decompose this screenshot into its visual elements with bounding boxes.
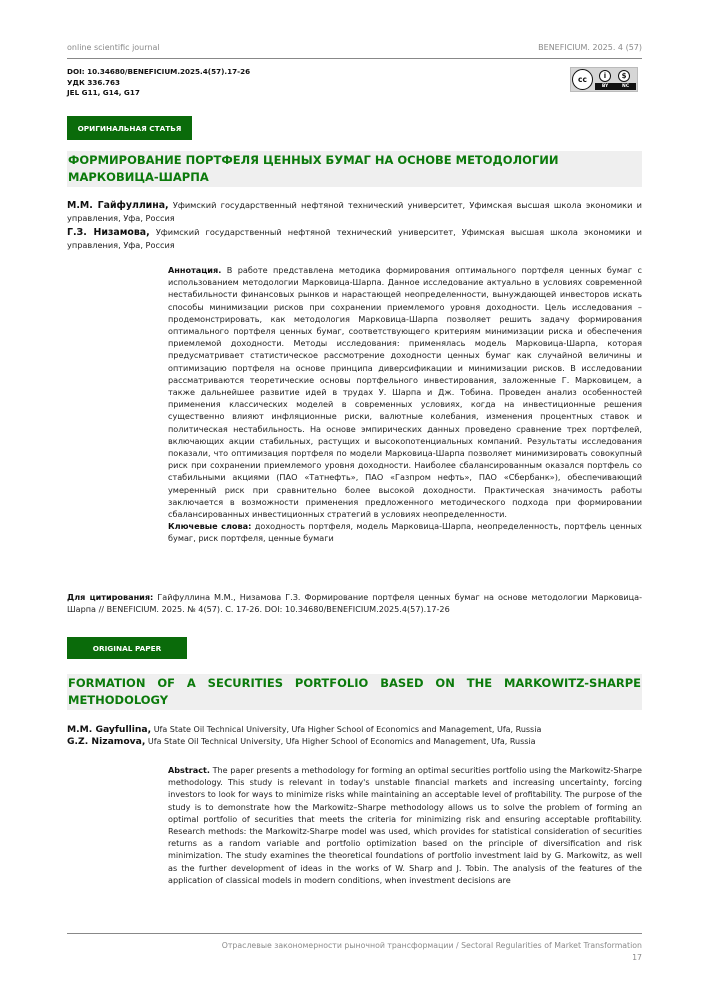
footer-divider (67, 933, 642, 934)
author-affiliation: Ufa State Oil Technical University, Ufa Higher School of Economics and Management, Ufa, Russia (153, 725, 542, 734)
article-metadata (67, 67, 250, 99)
license-by: BY (601, 84, 609, 89)
abstract-label: Abstract. (168, 765, 210, 775)
cc-icon: cc (572, 69, 593, 90)
running-header (67, 43, 642, 57)
keywords-label: Ключевые слова: (168, 521, 252, 532)
article-title-ru: ФОРМИРОВАНИЕ ПОРТФЕЛЯ ЦЕННЫХ БУМАГ НА ОСНОВЕ МЕТОДОЛОГИИ МАРКОВИЦА-ШАРПА (67, 151, 642, 187)
article-type-badge-ru: ОРИГИНАЛЬНАЯ СТАТЬЯ (67, 116, 192, 140)
issue-label: BENEFICIUM. 2025. 4 (57) (538, 43, 642, 52)
author-entry (67, 736, 642, 748)
article-title-en: FORMATION OF A SECURITIES PORTFOLIO BASED ON THE MARKOWITZ-SHARPE METHODOLOGY (67, 674, 642, 710)
author-affiliation: Уфимский государственный нефтяной технический университет, Уфимская высшая школа экономики и управления, Уфа, Россия (67, 227, 643, 250)
abstract-text: The paper presents a methodology for forming an optimal securities portfolio using the Markowitz-Sharpe methodology. This study is relevant in today's unstable financial markets and increasing uncertainty, forcing investors to look for ways to minimize risks while maintaining an acceptable level of profitability. The purpose of the study is to demonstrate how the Markowitz–Sharpe methodology allows us to solve the problem of forming an optimal portfolio of securities that meets the criteria for minimizing risk and ensuring acceptable profitability. Research methods: the Markowitz-Sharpe model was used, which provides for statistical consideration of securities returns as a random variable and portfolio optimization based on the principle of diversification and risk minimization. The study examines the theoretical foundations of portfolio investment laid by G. Markowitz, as well as the further development of ideas in the works of W. Sharp and J. Tobin. The analysis of the features of the application of classical models in modern conditions, when investment decisions are (168, 765, 642, 885)
keywords (168, 520, 642, 544)
license-terms (595, 83, 636, 90)
license-nc: NC (622, 84, 630, 89)
udk: УДК 336.763 (67, 77, 121, 87)
authors-ru (67, 199, 642, 253)
doi[interactable]: DOI: 10.34680/BENEFICIUM.2025.4(57).17-26 (67, 67, 251, 76)
author-entry (67, 199, 642, 224)
author-name: G.Z. Nizamova, (67, 736, 146, 747)
section-title: Отраслевые закономерности рыночной трансформации / Sectoral Regularities of Market Transformation (221, 941, 642, 950)
authors-en (67, 724, 642, 748)
author-name: M.M. Gayfullina, (67, 724, 152, 735)
abstract-label: Аннотация. (168, 265, 222, 275)
keywords-text: доходность портфеля, модель Марковица-Шарпа, неопределенность, портфель ценных бумаг, риск портфеля, ценные бумаги (168, 521, 642, 544)
noncommercial-icon: $ (618, 70, 630, 82)
abstract-text: В работе представлена методика формирования оптимального портфеля ценных бумаг с использованием методологии Марковица-Шарпа. Данное исследование актуально в условиях современной нестабильности финансовых рынков и нарастающей неопределенности, вынуждающей инвесторов искать способы минимизации рисков при сохранении приемлемого уровня доходности. Цель исследования – продемонстрировать, как методология Марковица-Шарпа позволяет решить задачу формирования оптимального портфеля ценных бумаг, соответствующего критериям минимизации риска и обеспечения приемлемой доходности. Методы исследования: применялась модель Марковица-Шарпа, которая предусматривает статистическое рассмотрение доходности ценных бумаг как случайной величины и оптимизацию портфеля на основе принципа диверсификации и минимизации рисков. В исследовании рассматриваются теоретические основы портфельного инвестирования, заложенные Г. Марковицем, а также дальнейшее развитие идей в трудах У. Шарпа и Дж. Тобина. Проведен анализ особенностей применения классических моделей в современных условиях, когда на инвестиционные решения существенно влияют инфляционные риски, валютные колебания, изменения процентных ставок и политическая нестабильность. На основе эмпирических данных проведено сравнение трех портфелей, включающих акции стабильных, растущих и высокопотенциальных компаний. Результаты исследования показали, что оптимизация портфеля по модели Марковица-Шарпа позволяет минимизировать совокупный риск при сохранении приемлемого уровня доходности. Наиболее сбалансированным оказался портфель со стабильными акциями (ПАО «Татнефть», ПАО «Газпром нефть», ПАО «Сбербанк»), обеспечивающий умеренный риск при сравнительно более высокой доходности. Практическая значимость работы заключается в возможности применения предложенного методического подхода при формировании сбалансированных инвестиционных стратегий в условиях неопределенности. (168, 265, 642, 520)
journal-label: online scientific journal (67, 43, 160, 52)
running-footer (222, 940, 642, 964)
creative-commons-by-nc-icon[interactable] (570, 67, 638, 92)
article-type-badge-en: ORIGINAL PAPER (67, 637, 187, 659)
jel-codes: JEL G11, G14, G17 (67, 88, 140, 97)
header-divider (67, 58, 642, 59)
author-affiliation: Уфимский государственный нефтяной технический университет, Уфимская высшая школа экономики и управления, Уфа, Россия (67, 200, 642, 223)
author-name: М.М. Гайфуллина, (67, 200, 169, 211)
abstract-ru (168, 264, 642, 545)
abstract-en (168, 764, 642, 886)
page-number: 17 (632, 953, 642, 962)
attribution-icon: i (599, 70, 611, 82)
citation-label: Для цитирования: (67, 592, 154, 602)
author-entry (67, 724, 642, 736)
author-entry (67, 226, 642, 251)
citation (67, 591, 642, 615)
author-affiliation: Ufa State Oil Technical University, Ufa Higher School of Economics and Management, Ufa, Russia (147, 737, 536, 746)
author-name: Г.З. Низамова, (67, 227, 150, 238)
citation-text: Гайфуллина М.М., Низамова Г.З. Формирование портфеля ценных бумаг на основе методологии Марковица-Шарпа // BENEFICIUM. 2025. № 4(57). С. 17-26. DOI: 10.34680/BENEFICIUM.2025.4(57).17-26 (67, 592, 642, 614)
